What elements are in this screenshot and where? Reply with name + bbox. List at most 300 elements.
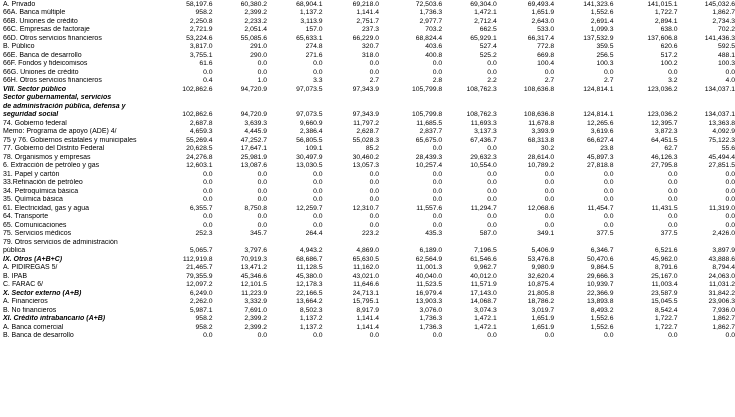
cell-value: 14,068.7 xyxy=(470,298,497,305)
table-row xyxy=(0,128,735,137)
cell-value: 69,218.0 xyxy=(352,0,380,8)
cell-value: 141,436.3 xyxy=(704,34,735,42)
cell-value: 359.5 xyxy=(596,43,614,50)
cell-value: 0.0 xyxy=(668,332,678,339)
cell-value: 124,814.1 xyxy=(583,85,614,93)
cell-value: 2.7 xyxy=(544,77,555,84)
cell-value: 123,036.2 xyxy=(647,111,678,118)
cell-value: 64,451.5 xyxy=(651,136,678,144)
cell-value: 22,366.9 xyxy=(587,289,614,297)
row-label: 66G. Uniones de crédito xyxy=(3,68,79,76)
cell-value: 24,063.0 xyxy=(708,272,735,280)
cell-value: 7,196.5 xyxy=(474,247,497,254)
cell-value: 0.0 xyxy=(369,170,380,178)
table-row xyxy=(0,272,735,281)
cell-value: 61,546.6 xyxy=(470,255,497,263)
cell-value: 638.0 xyxy=(660,26,678,33)
cell-value: 94,720.9 xyxy=(240,85,268,93)
cell-value: 0.0 xyxy=(668,179,678,186)
row-label: pública xyxy=(3,247,26,254)
cell-value: 4,869.0 xyxy=(356,247,380,254)
cell-value: 15,045.5 xyxy=(651,298,678,305)
cell-value: 1,472.1 xyxy=(474,323,497,331)
cell-value: 6,355.7 xyxy=(189,204,213,212)
row-label: X. Sector externo (A+B) xyxy=(3,289,82,297)
cell-value: 958.2 xyxy=(195,9,213,16)
cell-value: 0.0 xyxy=(432,60,443,67)
cell-value: 1,651.9 xyxy=(531,323,555,331)
row-label: 66F. Fondos y fideicomisos xyxy=(3,60,88,67)
cell-value: 55.6 xyxy=(721,145,735,152)
cell-value: 0.0 xyxy=(725,187,735,195)
cell-value: 0.0 xyxy=(257,60,268,67)
cell-value: 0.0 xyxy=(369,60,380,67)
cell-value: 0.0 xyxy=(257,196,268,203)
row-label: 34. Petroquímica básica xyxy=(3,187,79,195)
cell-value: 134,037.1 xyxy=(704,85,735,93)
cell-value: 7,691.0 xyxy=(244,306,268,314)
cell-value: 100.2 xyxy=(660,60,678,67)
table-row xyxy=(0,77,735,86)
cell-value: 66,627.4 xyxy=(587,136,614,144)
cell-value: 958.2 xyxy=(195,323,213,331)
cell-value: 8,493.2 xyxy=(590,306,614,314)
cell-value: 12,395.7 xyxy=(651,119,678,127)
cell-value: 0.0 xyxy=(313,196,323,203)
cell-value: 0.0 xyxy=(369,213,380,220)
cell-value: 252.3 xyxy=(195,230,213,237)
cell-value: 28,614.0 xyxy=(527,153,555,161)
cell-value: 10,875.4 xyxy=(527,281,555,288)
table-row xyxy=(0,136,735,145)
cell-value: 8,502.3 xyxy=(299,306,323,314)
cell-value: 0.0 xyxy=(203,179,213,186)
cell-value: 11,646.6 xyxy=(353,281,380,288)
cell-value: 10,789.2 xyxy=(527,162,555,169)
cell-value: 0.0 xyxy=(432,221,443,229)
cell-value: 55,085.6 xyxy=(240,34,268,42)
table-row xyxy=(0,187,735,196)
table-row xyxy=(0,230,735,239)
cell-value: 0.0 xyxy=(432,179,443,186)
cell-value: 0.0 xyxy=(668,221,678,229)
table-row xyxy=(0,315,735,324)
cell-value: 1,141.4 xyxy=(356,9,380,16)
row-label: A. Privado xyxy=(3,0,36,8)
cell-value: 0.0 xyxy=(604,213,614,220)
cell-value: 24,276.8 xyxy=(186,153,213,161)
table-row xyxy=(0,323,735,332)
cell-value: 2,751.7 xyxy=(356,17,380,25)
cell-value: 108,636.8 xyxy=(523,111,555,118)
cell-value: 12,178.3 xyxy=(296,281,323,288)
cell-value: 0.0 xyxy=(432,213,443,220)
cell-value: 435.3 xyxy=(425,230,443,237)
cell-value: 2.7 xyxy=(604,77,614,84)
cell-value: 2.8 xyxy=(432,77,443,84)
cell-value: 1,862.7 xyxy=(712,323,735,331)
cell-value: 2,386.4 xyxy=(299,128,323,135)
cell-value: 9,864.5 xyxy=(590,264,614,271)
table-row xyxy=(0,204,735,213)
cell-value: 68,686.7 xyxy=(296,255,323,263)
cell-value: 1,651.9 xyxy=(531,315,555,322)
cell-value: 27,818.8 xyxy=(587,162,614,169)
cell-value: 21,805.8 xyxy=(527,289,555,297)
cell-value: 0.0 xyxy=(432,187,443,195)
cell-value: 0.0 xyxy=(604,221,614,229)
cell-value: 7,936.0 xyxy=(712,306,735,314)
table-row xyxy=(0,145,735,154)
cell-value: 102,862.6 xyxy=(182,85,213,93)
cell-value: 25,981.9 xyxy=(240,153,268,161)
cell-value: 0.0 xyxy=(487,179,497,186)
table-row xyxy=(0,238,735,247)
cell-value: 4,092.9 xyxy=(712,128,735,135)
table-row xyxy=(0,221,735,230)
row-label: 75. Servicios médicos xyxy=(3,230,72,237)
cell-value: 403.6 xyxy=(425,43,443,50)
cell-value: 3,897.9 xyxy=(712,247,735,254)
cell-value: 11,031.2 xyxy=(709,281,735,288)
cell-value: 1,552.6 xyxy=(590,315,614,322)
cell-value: 25,167.0 xyxy=(651,272,678,280)
cell-value: 11,001.3 xyxy=(416,264,443,271)
cell-value: 47,252.7 xyxy=(240,136,268,144)
cell-value: 45,494.4 xyxy=(708,153,735,161)
row-label: 35. Química básica xyxy=(3,196,63,203)
table-row xyxy=(0,17,735,26)
cell-value: 11,693.3 xyxy=(470,119,497,127)
cell-value: 0.0 xyxy=(487,213,497,220)
cell-value: 1,552.6 xyxy=(590,9,614,16)
cell-value: 0.0 xyxy=(369,196,380,203)
cell-value: 124,814.1 xyxy=(583,111,614,118)
cell-value: 5,987.1 xyxy=(189,306,213,314)
cell-value: 525.2 xyxy=(479,51,497,59)
cell-value: 60,380.2 xyxy=(240,0,268,8)
cell-value: 30,460.2 xyxy=(352,153,380,161)
table-row xyxy=(0,289,735,298)
cell-value: 145,032.6 xyxy=(704,0,735,8)
row-label: 65. Comunicaciones xyxy=(3,221,67,229)
cell-value: 1,141.4 xyxy=(356,315,380,322)
cell-value: 3.3 xyxy=(313,77,323,84)
cell-value: 702.2 xyxy=(717,26,735,33)
cell-value: 0.0 xyxy=(725,196,735,203)
cell-value: 94,720.9 xyxy=(240,111,268,118)
cell-value: 55,269.4 xyxy=(186,136,213,144)
cell-value: 58,197.6 xyxy=(186,0,213,8)
row-label: B. No financieros xyxy=(3,306,57,314)
cell-value: 1,736.3 xyxy=(419,323,443,331)
table-row xyxy=(0,85,735,94)
cell-value: 1,651.9 xyxy=(531,9,555,16)
cell-value: 0.0 xyxy=(313,179,323,186)
cell-value: 3,619.6 xyxy=(590,128,614,135)
cell-value: 13,030.5 xyxy=(296,162,323,169)
cell-value: 1,099.3 xyxy=(590,26,614,33)
cell-value: 10,939.7 xyxy=(587,281,614,288)
cell-value: 11,454.7 xyxy=(587,204,614,212)
cell-value: 3,137.3 xyxy=(474,128,497,135)
table-row xyxy=(0,94,735,103)
cell-value: 0.0 xyxy=(313,170,323,178)
cell-value: 8,750.8 xyxy=(244,204,268,212)
cell-value: 5,065.7 xyxy=(189,247,213,254)
cell-value: 102,862.6 xyxy=(182,111,213,118)
cell-value: 45,346.6 xyxy=(240,272,268,280)
cell-value: 0.0 xyxy=(668,196,678,203)
cell-value: 2,643.0 xyxy=(531,17,555,25)
cell-value: 772.8 xyxy=(537,43,555,50)
table-row xyxy=(0,34,735,43)
cell-value: 0.0 xyxy=(257,332,268,339)
cell-value: 3,332.9 xyxy=(244,298,268,305)
row-label: 33.Refinación de petróleo xyxy=(3,179,83,186)
row-label: VIII. Sector público xyxy=(3,85,67,93)
cell-value: 9,980.9 xyxy=(531,264,555,271)
cell-value: 105,799.8 xyxy=(411,111,443,118)
cell-value: 0.0 xyxy=(487,145,497,152)
table-row xyxy=(0,0,735,9)
cell-value: 6,346.7 xyxy=(590,247,614,254)
cell-value: 0.0 xyxy=(544,196,555,203)
row-label: Memo: Programa de apoyo (ADE) 4/ xyxy=(3,128,117,135)
cell-value: 12,068.6 xyxy=(527,204,555,212)
cell-value: 2,250.8 xyxy=(189,17,213,25)
table-row xyxy=(0,51,735,60)
cell-value: 97,073.5 xyxy=(296,85,323,93)
cell-value: 45,897.3 xyxy=(587,153,614,161)
cell-value: 0.0 xyxy=(604,196,614,203)
cell-value: 0.0 xyxy=(313,221,323,229)
cell-value: 2,712.4 xyxy=(474,17,497,25)
cell-value: 0.0 xyxy=(432,196,443,203)
cell-value: 2,691.4 xyxy=(590,17,614,25)
row-label: 66A. Banca múltiple xyxy=(3,9,66,16)
cell-value: 0.0 xyxy=(487,221,497,229)
cell-value: 0.0 xyxy=(668,213,678,220)
cell-value: 4,445.9 xyxy=(244,128,268,135)
cell-value: 13,664.2 xyxy=(296,298,323,305)
cell-value: 400.8 xyxy=(425,51,443,59)
cell-value: 13,057.3 xyxy=(352,162,380,169)
cell-value: 11,797.2 xyxy=(353,119,380,127)
cell-value: 2,051.4 xyxy=(244,26,268,33)
cell-value: 13,893.8 xyxy=(587,298,614,305)
cell-value: 8,794.4 xyxy=(712,264,735,271)
cell-value: 4,943.2 xyxy=(299,247,323,254)
cell-value: 237.3 xyxy=(362,26,380,33)
row-label: B. Banca de desarrollo xyxy=(3,332,74,339)
cell-value: 0.0 xyxy=(257,221,268,229)
cell-value: 45,962.0 xyxy=(651,255,678,263)
cell-value: 29,632.3 xyxy=(470,153,497,161)
cell-value: 6,249.0 xyxy=(189,289,213,297)
cell-value: 3,074.3 xyxy=(474,306,497,314)
cell-value: 3,019.7 xyxy=(531,306,555,314)
table-row xyxy=(0,43,735,52)
cell-value: 15,795.1 xyxy=(352,298,380,305)
cell-value: 1,722.7 xyxy=(654,323,678,331)
cell-value: 70,919.3 xyxy=(240,255,268,263)
cell-value: 66,229.0 xyxy=(352,34,380,42)
row-label: 66H. Otros servicios financieros xyxy=(3,77,102,84)
cell-value: 0.0 xyxy=(725,221,735,229)
cell-value: 0.0 xyxy=(369,332,380,339)
cell-value: 100.3 xyxy=(717,60,735,67)
cell-value: 65,675.0 xyxy=(415,136,443,144)
cell-value: 65,929.1 xyxy=(470,34,497,42)
row-label: XI. Crédito intrabancario (A+B) xyxy=(3,315,106,322)
cell-value: 2,262.0 xyxy=(189,298,213,305)
cell-value: 2,399.2 xyxy=(244,9,268,16)
cell-value: 0.0 xyxy=(487,187,497,195)
row-label: seguridad social xyxy=(3,111,59,118)
cell-value: 1,472.1 xyxy=(474,315,497,322)
cell-value: 11,162.0 xyxy=(353,264,380,271)
cell-value: 40,012.0 xyxy=(470,272,497,280)
cell-value: 0.0 xyxy=(604,170,614,178)
cell-value: 46,126.3 xyxy=(651,153,678,161)
cell-value: 2,894.1 xyxy=(654,17,678,25)
cell-value: 592.5 xyxy=(717,43,735,50)
cell-value: 0.0 xyxy=(668,187,678,195)
cell-value: 0.0 xyxy=(313,332,323,339)
cell-value: 53,476.8 xyxy=(527,255,555,263)
cell-value: 65,630.5 xyxy=(352,255,380,263)
cell-value: 0.0 xyxy=(604,179,614,186)
table-row xyxy=(0,9,735,18)
cell-value: 0.0 xyxy=(203,213,213,220)
cell-value: 0.4 xyxy=(203,77,213,84)
cell-value: 75,122.3 xyxy=(708,136,735,144)
cell-value: 141,015.1 xyxy=(647,0,678,8)
cell-value: 0.0 xyxy=(313,68,323,76)
cell-value: 0.0 xyxy=(725,179,735,186)
cell-value: 4.0 xyxy=(725,77,735,84)
cell-value: 274.8 xyxy=(305,43,323,50)
cell-value: 0.0 xyxy=(203,332,213,339)
cell-value: 2,426.0 xyxy=(712,230,735,237)
cell-value: 68,824.4 xyxy=(415,34,443,42)
cell-value: 79,355.9 xyxy=(186,272,213,280)
cell-value: 2,977.7 xyxy=(419,17,443,25)
cell-value: 3,872.3 xyxy=(654,128,678,135)
cell-value: 10,554.0 xyxy=(470,162,497,169)
cell-value: 12,259.7 xyxy=(296,204,323,212)
cell-value: 0.0 xyxy=(725,68,735,76)
cell-value: 12,265.6 xyxy=(587,119,614,127)
row-label: 79. Otros servicios de administración xyxy=(3,238,118,246)
row-label: 78. Organismos y empresas xyxy=(3,153,91,161)
cell-value: 587.0 xyxy=(479,230,497,237)
cell-value: 290.0 xyxy=(250,51,268,59)
cell-value: 703.2 xyxy=(425,26,443,33)
cell-value: 12,101.5 xyxy=(240,281,268,288)
cell-value: 40,040.0 xyxy=(415,272,443,280)
row-label: 66C. Empresas de factoraje xyxy=(3,26,90,33)
cell-value: 8,791.6 xyxy=(654,264,678,271)
cell-value: 1.0 xyxy=(257,77,268,84)
row-label: 66D. Otros servicios financieros xyxy=(3,34,102,42)
cell-value: 0.0 xyxy=(369,68,380,76)
table-row xyxy=(0,196,735,205)
row-label: C. FARAC 6/ xyxy=(3,281,44,288)
cell-value: 0.0 xyxy=(203,196,213,203)
row-label: 74. Gobierno federal xyxy=(3,119,67,127)
cell-value: 0.0 xyxy=(432,145,443,152)
cell-value: 62.7 xyxy=(664,145,678,152)
row-label: 31. Papel y cartón xyxy=(3,170,60,178)
table-row xyxy=(0,306,735,315)
row-label: 77. Gobierno del Distrito Federal xyxy=(3,145,105,152)
row-label: 75 y 76. Gobiernos estatales y municipales xyxy=(3,136,137,144)
row-label: 61. Electricidad, gas y agua xyxy=(3,204,89,212)
cell-value: 8,917.9 xyxy=(356,306,380,314)
cell-value: 3,393.9 xyxy=(531,128,555,135)
cell-value: 0.0 xyxy=(544,68,555,76)
cell-value: 1,141.4 xyxy=(356,323,380,331)
cell-value: 5,406.9 xyxy=(531,247,555,254)
cell-value: 13,087.6 xyxy=(240,162,268,169)
cell-value: 0.0 xyxy=(313,213,323,220)
cell-value: 318.0 xyxy=(362,51,380,59)
table-row xyxy=(0,298,735,307)
row-label: A. Financieros xyxy=(3,298,48,305)
cell-value: 0.0 xyxy=(487,332,497,339)
cell-value: 50,470.6 xyxy=(587,255,614,263)
cell-value: 0.0 xyxy=(544,179,555,186)
row-label: A. Banca comercial xyxy=(3,323,64,331)
cell-value: 0.0 xyxy=(432,332,443,339)
cell-value: 271.6 xyxy=(305,51,323,59)
cell-value: 3,817.0 xyxy=(189,43,213,50)
cell-value: 109.1 xyxy=(305,145,323,152)
cell-value: 62,564.9 xyxy=(415,255,443,263)
cell-value: 4,659.3 xyxy=(189,128,213,135)
cell-value: 0.0 xyxy=(725,170,735,178)
cell-value: 3,755.1 xyxy=(189,51,213,59)
cell-value: 31,842.2 xyxy=(708,289,735,297)
table-row xyxy=(0,170,735,179)
cell-value: 27,795.8 xyxy=(651,162,678,169)
cell-value: 11,571.9 xyxy=(470,281,497,288)
cell-value: 0.0 xyxy=(604,187,614,195)
cell-value: 0.0 xyxy=(544,332,555,339)
cell-value: 0.0 xyxy=(432,170,443,178)
cell-value: 13,903.3 xyxy=(415,298,443,305)
cell-value: 72,503.6 xyxy=(415,0,443,8)
cell-value: 11,319.0 xyxy=(709,204,735,212)
cell-value: 11,128.5 xyxy=(296,264,323,271)
cell-value: 12,603.1 xyxy=(186,162,213,169)
cell-value: 61.6 xyxy=(199,60,213,67)
cell-value: 11,557.6 xyxy=(416,204,443,212)
cell-value: 12,310.7 xyxy=(352,204,380,212)
table-row xyxy=(0,162,735,171)
row-label: 64. Transporte xyxy=(3,213,49,220)
cell-value: 349.1 xyxy=(537,230,555,237)
table-row xyxy=(0,60,735,69)
cell-value: 23.8 xyxy=(600,145,614,152)
cell-value: 30.2 xyxy=(540,145,555,152)
table-row xyxy=(0,213,735,222)
cell-value: 108,762.3 xyxy=(466,111,497,118)
cell-value: 0.0 xyxy=(544,221,555,229)
row-label: de administración pública, defensa y xyxy=(3,102,126,110)
